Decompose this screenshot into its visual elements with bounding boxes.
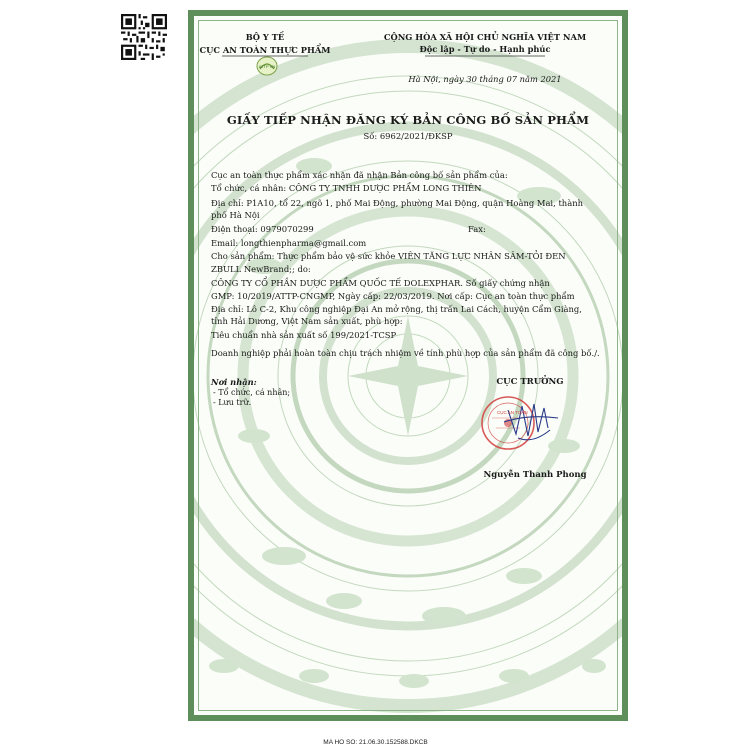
manufacturer-address-continued: tỉnh Hải Dương, Việt Nam sản xuất, phù hợp:: [211, 316, 403, 326]
phone-line: Điện thoại: 0979070299: [211, 224, 314, 234]
recipient-item: - Tổ chức, cá nhân;: [213, 388, 291, 397]
standard-line: Tiêu chuẩn nhà sản xuất số 199/2021-TCSP: [211, 330, 397, 340]
product-line-continued: ZBULL NewBrand;; do:: [211, 264, 311, 274]
agency-name: CỤC AN TOÀN THỰC PHẨM: [199, 45, 331, 55]
product-line: Cho sản phẩm: Thực phẩm bảo vệ sức khỏe VIÊN TĂNG LỰC NHÂN SÂM-TỎI ĐEN: [211, 251, 566, 261]
responsibility-line: Doanh nghiệp phải hoàn toàn chịu trách nhiệm về tính phù hợp của sản phẩm đã công bố./.: [211, 348, 600, 358]
manufacturer-address-line: Địa chỉ: Lô C-2, Khu công nghiệp Đại An mở rộng, thị trấn Lai Cách, huyện Cẩm Giàng,: [211, 304, 582, 314]
gmp-line: GMP: 10/2019/ATTP-CNGMP, Ngày cấp: 22/03/2019. Nơi cấp: Cục an toàn thực phẩm: [211, 291, 575, 301]
official-stamp-and-signature: [478, 388, 570, 458]
ministry-name: BỘ Y TẾ: [245, 32, 285, 42]
signer-role: CỤC TRƯỞNG: [496, 377, 564, 387]
recipients-title: Nơi nhận:: [211, 377, 257, 387]
place-and-date: Hà Nội, ngày 30 tháng 07 năm 2021: [408, 74, 562, 84]
address-line-continued: phố Hà Nội: [211, 210, 260, 220]
registration-number: Số: 6962/2021/ĐKSP: [363, 131, 453, 141]
logo-text: ATTP VN: [258, 64, 276, 69]
address-line: Địa chỉ: P1A10, tổ 22, ngõ 1, phố Mai Động, phường Mai Động, quận Hoàng Mai, thành: [211, 198, 583, 208]
recipient-item: - Lưu trữ.: [213, 398, 252, 407]
signer-name: Nguyễn Thanh Phong: [483, 470, 587, 480]
stamp-text: CỤC AN TOÀN: [497, 410, 528, 415]
record-code: MA HO SO: 21.06.30.152588.DKCB: [323, 739, 428, 746]
country-name: CỘNG HÒA XÃ HỘI CHỦ NGHĨA VIỆT NAM: [383, 32, 587, 42]
document-title: GIẤY TIẾP NHẬN ĐĂNG KÝ BẢN CÔNG BỐ SẢN PHẨM: [226, 113, 590, 127]
fax-label: Fax:: [468, 224, 486, 234]
organization-line: Tổ chức, cá nhân: CÔNG TY TNHH DƯỢC PHẨM LONG THIÊN: [211, 183, 482, 193]
attp-logo-icon: [256, 56, 278, 76]
body-line: Cục an toàn thực phẩm xác nhận đã nhận Bản công bố sản phẩm của:: [211, 170, 508, 180]
national-motto: Độc lập - Tự do - Hạnh phúc: [419, 44, 551, 54]
email-line: Email: longthienpharma@gmail.com: [211, 238, 367, 248]
qr-code-icon: [121, 14, 167, 60]
manufacturer-line: CÔNG TY CỔ PHẦN DƯỢC PHẨM QUỐC TẾ DOLEXPHAR. Số giấy chứng nhận: [211, 278, 550, 288]
motto-underline: [425, 54, 545, 58]
